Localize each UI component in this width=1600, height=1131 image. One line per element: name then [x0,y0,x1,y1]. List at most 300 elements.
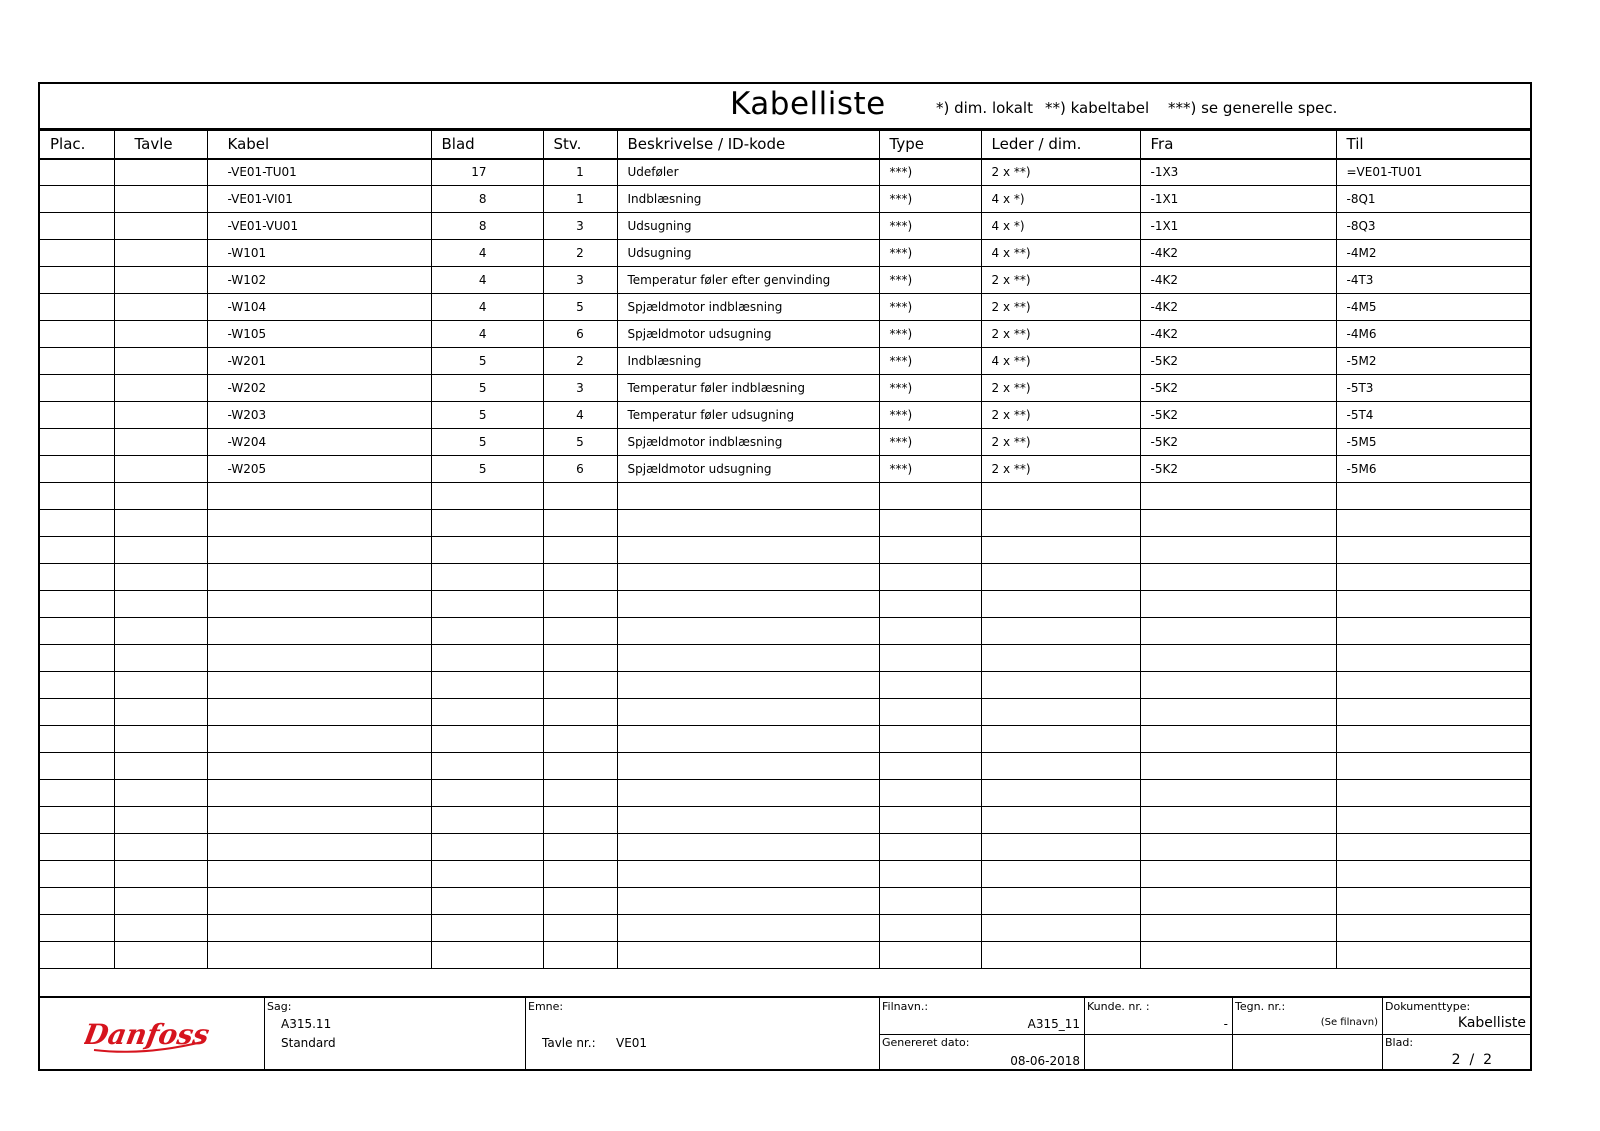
empty-cell [114,537,207,564]
empty-table-row [40,537,1530,564]
cell-leder: 4 x **) [981,240,1140,267]
cell-kabel: -VE01-VI01 [207,186,431,213]
cell-blad: 8 [431,186,543,213]
empty-cell [1336,915,1530,942]
empty-cell [1140,564,1336,591]
empty-cell [1140,483,1336,510]
empty-cell [1336,537,1530,564]
empty-cell [40,483,114,510]
empty-cell [1336,510,1530,537]
empty-cell [114,780,207,807]
empty-cell [431,672,543,699]
empty-cell [1336,672,1530,699]
empty-cell [543,942,617,969]
blad-value: 2 / 2 [1451,1052,1492,1068]
empty-cell [1140,807,1336,834]
danfoss-logo [84,1012,214,1058]
empty-table-row [40,618,1530,645]
cell-plac [40,213,114,240]
empty-cell [981,780,1140,807]
cell-stv: 5 [543,294,617,321]
empty-cell [114,942,207,969]
cell-stv: 3 [543,375,617,402]
empty-cell [431,861,543,888]
dokumenttype-divider [1383,1034,1530,1035]
sag-name: Standard [281,1036,336,1050]
cell-kabel: -W102 [207,267,431,294]
empty-cell [1140,753,1336,780]
empty-cell [40,537,114,564]
table-row [40,267,1530,294]
empty-cell [431,942,543,969]
cell-blad: 4 [431,294,543,321]
empty-cell [207,591,431,618]
empty-table-row [40,753,1530,780]
empty-cell [114,888,207,915]
sag-label: Sag: [267,1000,292,1013]
emne-label: Emne: [528,1000,564,1013]
cable-list-sheet [38,82,1532,1071]
document-title: Kabelliste [730,86,886,122]
cell-leder: 2 x **) [981,267,1140,294]
empty-cell [981,726,1140,753]
empty-cell [40,645,114,672]
table-row [40,240,1530,267]
empty-cell [1336,780,1530,807]
empty-cell [1140,888,1336,915]
empty-cell [40,942,114,969]
empty-cell [879,780,981,807]
cell-til: -4T3 [1336,267,1530,294]
empty-cell [114,915,207,942]
cell-tavle [114,213,207,240]
cell-tavle [114,375,207,402]
cell-stv: 1 [543,159,617,186]
cell-type: ***) [879,240,981,267]
empty-cell [617,618,879,645]
empty-cell [40,807,114,834]
empty-cell [1140,591,1336,618]
empty-table-row [40,645,1530,672]
cell-plac [40,456,114,483]
filnavn-divider [880,1034,1084,1035]
empty-cell [543,861,617,888]
empty-cell [1336,618,1530,645]
empty-cell [543,537,617,564]
empty-table-row [40,888,1530,915]
empty-cell [114,861,207,888]
empty-cell [617,861,879,888]
empty-cell [879,537,981,564]
empty-cell [40,753,114,780]
cell-blad: 17 [431,159,543,186]
cell-til: -8Q3 [1336,213,1530,240]
cell-fra: -5K2 [1140,429,1336,456]
empty-cell [114,699,207,726]
emne-cell [525,998,879,1071]
tegn-divider [1233,1034,1382,1035]
empty-cell [617,537,879,564]
cell-tavle [114,456,207,483]
cell-fra: -4K2 [1140,294,1336,321]
table-row [40,159,1530,186]
empty-cell [1140,915,1336,942]
cell-til: -5T4 [1336,402,1530,429]
empty-cell [431,915,543,942]
cell-kabel: -VE01-VU01 [207,213,431,240]
empty-cell [543,780,617,807]
empty-cell [207,915,431,942]
cell-leder: 2 x **) [981,456,1140,483]
cell-kabel: -W204 [207,429,431,456]
empty-cell [1336,861,1530,888]
cell-leder: 2 x **) [981,402,1140,429]
empty-cell [431,537,543,564]
empty-cell [431,726,543,753]
cell-blad: 4 [431,240,543,267]
cell-til: -5M2 [1336,348,1530,375]
empty-cell [1140,672,1336,699]
col-header-blad: Blad [431,131,543,159]
empty-table-row [40,834,1530,861]
cell-fra: -5K2 [1140,456,1336,483]
cell-type: ***) [879,402,981,429]
filnavn-value: A315_11 [1027,1017,1080,1031]
cell-til: -4M6 [1336,321,1530,348]
cell-stv: 2 [543,348,617,375]
empty-cell [981,618,1140,645]
empty-cell [431,483,543,510]
danfoss-logo-graphic [84,1012,214,1058]
cell-fra: -1X3 [1140,159,1336,186]
empty-table-row [40,591,1530,618]
empty-cell [879,753,981,780]
cell-fra: -5K2 [1140,375,1336,402]
empty-cell [981,915,1140,942]
table-row [40,348,1530,375]
empty-cell [1140,645,1336,672]
empty-cell [543,645,617,672]
empty-cell [1140,618,1336,645]
empty-cell [879,510,981,537]
empty-cell [1336,483,1530,510]
cell-beskrivelse: Udsugning [617,240,879,267]
empty-cell [981,699,1140,726]
dokumenttype-value: Kabelliste [1457,1015,1526,1031]
cell-stv: 5 [543,429,617,456]
cell-blad: 5 [431,348,543,375]
empty-cell [114,807,207,834]
cell-plac [40,375,114,402]
sag-number: A315.11 [281,1017,332,1031]
cell-til: =VE01-TU01 [1336,159,1530,186]
empty-cell [879,564,981,591]
empty-cell [543,483,617,510]
cell-blad: 5 [431,375,543,402]
empty-cell [981,672,1140,699]
table-body [40,159,1530,969]
empty-cell [1336,942,1530,969]
genereret-value: 08-06-2018 [1010,1054,1080,1068]
empty-cell [40,510,114,537]
empty-cell [543,699,617,726]
cell-leder: 4 x *) [981,186,1140,213]
empty-cell [879,618,981,645]
dokumenttype-label: Dokumenttype: [1385,1000,1471,1013]
empty-cell [879,699,981,726]
tegn-value: (Se filnavn) [1320,1017,1378,1028]
cell-blad: 5 [431,402,543,429]
empty-cell [40,618,114,645]
empty-cell [543,915,617,942]
table-row [40,402,1530,429]
cell-fra: -5K2 [1140,348,1336,375]
cell-tavle [114,186,207,213]
cell-fra: -4K2 [1140,321,1336,348]
cell-plac [40,294,114,321]
genereret-label: Genereret dato: [882,1036,970,1049]
cell-beskrivelse: Spjældmotor indblæsning [617,294,879,321]
empty-cell [1336,591,1530,618]
sag-cell [264,998,525,1071]
cell-tavle [114,429,207,456]
cell-kabel: -W105 [207,321,431,348]
cell-plac [40,267,114,294]
col-header-tavle: Tavle [114,131,207,159]
table-row [40,429,1530,456]
cell-leder: 2 x **) [981,429,1140,456]
empty-cell [431,888,543,915]
danfoss-logo-text: Danfoss [84,1018,212,1051]
empty-cell [981,564,1140,591]
empty-cell [207,510,431,537]
cell-leder: 2 x **) [981,294,1140,321]
cell-kabel: -W203 [207,402,431,429]
empty-cell [617,888,879,915]
cell-tavle [114,321,207,348]
empty-table-row [40,780,1530,807]
empty-cell [431,510,543,537]
empty-cell [207,537,431,564]
empty-table-row [40,672,1530,699]
empty-cell [981,483,1140,510]
cell-leder: 2 x **) [981,159,1140,186]
empty-cell [207,780,431,807]
cell-beskrivelse: Udsugning [617,213,879,240]
empty-cell [981,510,1140,537]
empty-cell [543,726,617,753]
empty-cell [207,726,431,753]
empty-cell [617,672,879,699]
cell-fra: -1X1 [1140,213,1336,240]
empty-cell [617,510,879,537]
empty-cell [879,888,981,915]
empty-cell [1336,834,1530,861]
empty-cell [207,834,431,861]
empty-table-row [40,726,1530,753]
cell-stv: 6 [543,456,617,483]
cell-beskrivelse: Spjældmotor udsugning [617,456,879,483]
empty-cell [207,753,431,780]
cell-til: -8Q1 [1336,186,1530,213]
empty-cell [207,942,431,969]
cell-type: ***) [879,456,981,483]
empty-cell [114,753,207,780]
cell-tavle [114,348,207,375]
empty-cell [431,618,543,645]
cell-stv: 3 [543,213,617,240]
empty-cell [114,618,207,645]
col-header-til: Til [1336,131,1530,159]
cell-blad: 4 [431,321,543,348]
empty-cell [879,834,981,861]
cell-stv: 2 [543,240,617,267]
table-row [40,294,1530,321]
dokumenttype-cell [1382,998,1530,1071]
empty-cell [617,483,879,510]
table-header-row [40,131,1530,159]
col-header-leder: Leder / dim. [981,131,1140,159]
empty-cell [114,834,207,861]
empty-cell [879,807,981,834]
cell-stv: 6 [543,321,617,348]
title-block [40,996,1530,1071]
empty-cell [617,699,879,726]
cell-type: ***) [879,375,981,402]
filnavn-cell [879,998,1084,1071]
empty-cell [1336,753,1530,780]
cell-beskrivelse: Spjældmotor indblæsning [617,429,879,456]
title-row [40,84,1530,130]
cell-leder: 2 x **) [981,321,1140,348]
cell-beskrivelse: Indblæsning [617,348,879,375]
empty-cell [981,753,1140,780]
table-row [40,321,1530,348]
empty-cell [879,942,981,969]
cell-tavle [114,159,207,186]
cell-beskrivelse: Udeføler [617,159,879,186]
empty-cell [1336,726,1530,753]
cell-til: -5M5 [1336,429,1530,456]
table-row [40,375,1530,402]
cell-type: ***) [879,267,981,294]
empty-cell [431,699,543,726]
empty-cell [114,510,207,537]
col-header-stv: Stv. [543,131,617,159]
cell-fra: -5K2 [1140,402,1336,429]
cell-tavle [114,402,207,429]
cell-beskrivelse: Temperatur føler efter genvinding [617,267,879,294]
filnavn-label: Filnavn.: [882,1000,929,1013]
empty-cell [40,861,114,888]
empty-cell [879,861,981,888]
empty-cell [431,753,543,780]
empty-cell [543,510,617,537]
col-header-kabel: Kabel [207,131,431,159]
empty-cell [114,726,207,753]
blad-label: Blad: [1385,1036,1414,1049]
empty-cell [879,915,981,942]
cell-kabel: -W201 [207,348,431,375]
tavle-label: Tavle nr.: [542,1036,596,1050]
empty-cell [114,564,207,591]
empty-cell [114,645,207,672]
empty-cell [1140,780,1336,807]
empty-cell [617,564,879,591]
empty-cell [617,780,879,807]
empty-cell [114,483,207,510]
cell-tavle [114,240,207,267]
empty-cell [617,942,879,969]
cell-kabel: -W101 [207,240,431,267]
cell-plac [40,159,114,186]
table-row [40,213,1530,240]
cell-type: ***) [879,294,981,321]
cell-blad: 4 [431,267,543,294]
cell-leder: 4 x *) [981,213,1140,240]
cell-fra: -4K2 [1140,240,1336,267]
cell-plac [40,348,114,375]
empty-cell [981,834,1140,861]
empty-cell [1140,537,1336,564]
empty-cell [40,591,114,618]
cell-type: ***) [879,186,981,213]
cell-beskrivelse: Spjældmotor udsugning [617,321,879,348]
kunde-cell [1084,998,1232,1071]
empty-cell [617,645,879,672]
empty-cell [1336,888,1530,915]
empty-cell [543,834,617,861]
empty-cell [431,591,543,618]
table-row [40,456,1530,483]
cell-fra: -1X1 [1140,186,1336,213]
tegn-label: Tegn. nr.: [1235,1000,1286,1013]
empty-cell [879,483,981,510]
cell-plac [40,240,114,267]
empty-cell [1140,699,1336,726]
empty-cell [879,672,981,699]
tegn-cell [1232,998,1382,1071]
empty-cell [981,807,1140,834]
cell-fra: -4K2 [1140,267,1336,294]
empty-cell [207,888,431,915]
cell-beskrivelse: Indblæsning [617,186,879,213]
empty-table-row [40,483,1530,510]
empty-cell [981,645,1140,672]
empty-cell [40,915,114,942]
empty-cell [543,564,617,591]
empty-cell [1336,645,1530,672]
cell-type: ***) [879,321,981,348]
cell-kabel: -W205 [207,456,431,483]
cell-plac [40,321,114,348]
cable-table [40,130,1530,969]
empty-cell [207,645,431,672]
empty-table-row [40,564,1530,591]
empty-cell [617,834,879,861]
empty-cell [114,591,207,618]
kunde-label: Kunde. nr. : [1087,1000,1150,1013]
empty-cell [543,618,617,645]
cell-beskrivelse: Temperatur føler udsugning [617,402,879,429]
empty-cell [1336,564,1530,591]
note-kabeltabel: **) kabeltabel [1045,99,1150,117]
empty-table-row [40,699,1530,726]
cell-beskrivelse: Temperatur føler indblæsning [617,375,879,402]
empty-cell [1140,861,1336,888]
empty-cell [1336,807,1530,834]
cell-type: ***) [879,429,981,456]
